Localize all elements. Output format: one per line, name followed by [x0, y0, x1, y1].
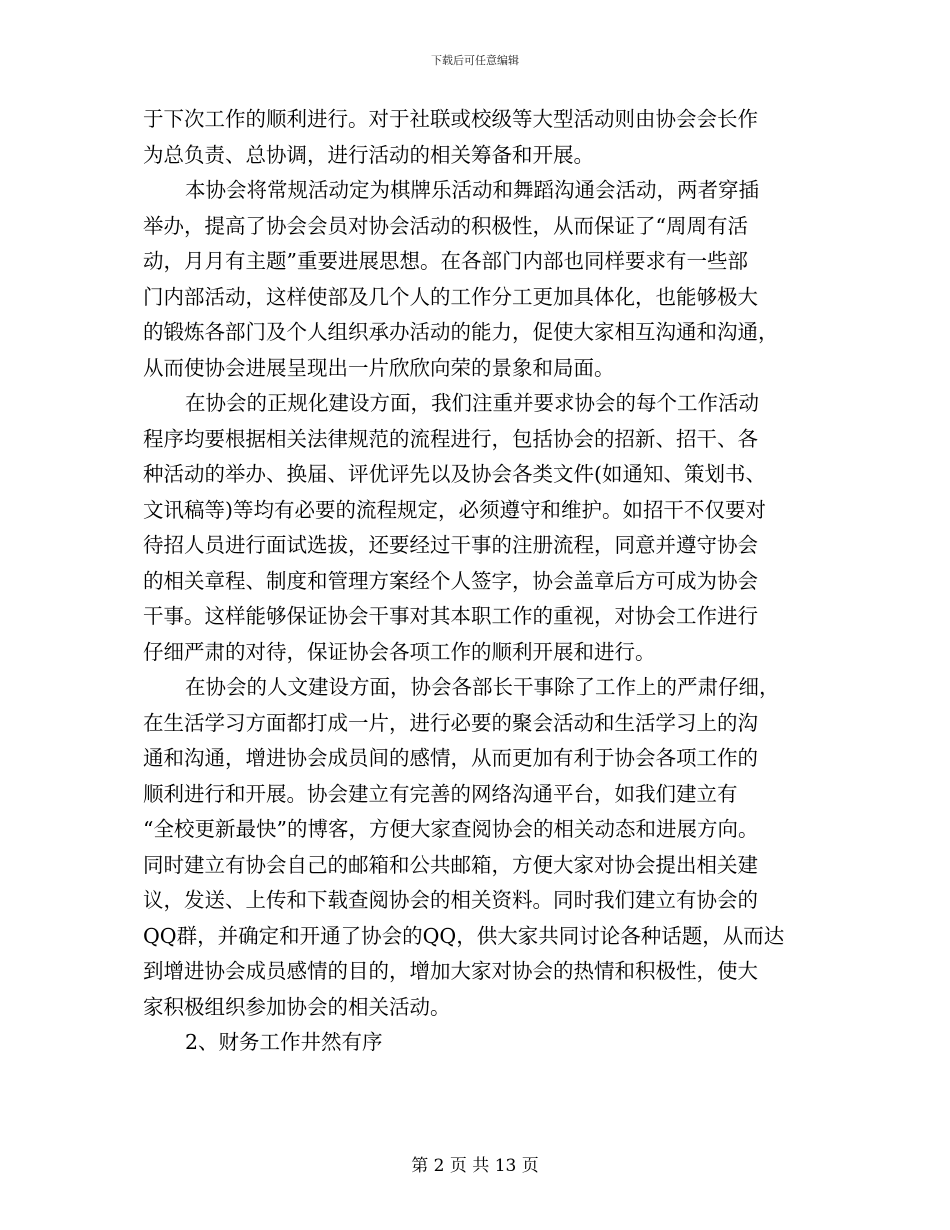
text-line: 的锻炼各部门及个人组织承办活动的能力，促使大家相互沟通和沟通， — [143, 320, 779, 344]
text-line: 仔细严肃的对待，保证协会各项工作的顺利开展和进行。 — [143, 639, 656, 664]
text-line: 于下次工作的顺利进行。对于社联或校级等大型活动则由协会会长作 — [143, 107, 758, 131]
text-line: 在生活学习方面都打成一片，进行必要的聚会活动和生活学习上的沟 — [143, 710, 758, 735]
text-line: 门内部活动，这样使部及几个人的工作分工更加具体化，也能够极大 — [143, 284, 758, 309]
paragraph-start-line: 在协会的人文建设方面，协会各部长干事除了工作上的严肃仔细， — [185, 675, 780, 699]
page-header: 下载后可任意编辑 — [431, 54, 519, 67]
text-line: 文讯稿等)等均有必要的流程规定，必须遵守和维护。如招干不仅要对 — [143, 497, 766, 522]
page-number: 第 2 页 共 13 页 — [411, 1156, 539, 1176]
text-line: 种活动的举办、换届、评优评先以及协会各类文件(如通知、策划书、 — [143, 462, 766, 486]
paragraph-start-line: 本协会将常规活动定为棋牌乐活动和舞蹈沟通会活动，两者穿插 — [185, 178, 759, 202]
text-line: 通和沟通，增进协会成员间的感情，从而更加有利于协会各项工作的 — [143, 746, 758, 770]
text-line: 待招人员进行面试选拔，还要经过干事的注册流程，同意并遵守协会 — [143, 533, 758, 557]
text-line: 到增进协会成员感情的目的，增加大家对协会的热情和积极性，使大 — [143, 959, 758, 983]
text-line: 干事。这样能够保证协会干事对其本职工作的重视，对协会工作进行 — [143, 604, 758, 628]
text-line: 家积极组织参加协会的相关活动。 — [143, 994, 451, 1019]
text-line: QQ群，并确定和开通了协会的QQ，供大家共同讨论各种话题，从而达 — [143, 923, 785, 948]
text-line: 程序均要根据相关法律规范的流程进行，包括协会的招新、招干、各 — [143, 426, 758, 451]
text-line: 举办，提高了协会会员对协会活动的积极性，从而保证了“周周有活 — [143, 213, 748, 238]
text-line: 动，月月有主题”重要进展思想。在各部门内部也同样要求有一些部 — [143, 249, 748, 273]
text-line: 议，发送、上传和下载查阅协会的相关资料。同时我们建立有协会的 — [143, 888, 758, 912]
document-body — [143, 102, 808, 1061]
text-line: 从而使协会进展呈现出一片欣欣向荣的景象和局面。 — [143, 355, 615, 380]
text-line: “全校更新最快”的博客，方便大家查阅协会的相关动态和进展方向。 — [143, 817, 759, 841]
text-line: 顺利进行和开展。协会建立有完善的网络沟通平台，如我们建立有 — [143, 781, 738, 806]
text-line: 同时建立有协会自己的邮箱和公共邮箱，方便大家对协会提出相关建 — [143, 852, 758, 877]
paragraph-start-line: 在协会的正规化建设方面，我们注重并要求协会的每个工作活动 — [185, 391, 759, 415]
text-line: 的相关章程、制度和管理方案经个人签字，协会盖章后方可成为协会 — [143, 568, 758, 593]
section-heading: 2、财务工作井然有序 — [185, 1030, 383, 1054]
text-line: 为总负责、总协调，进行活动的相关筹备和开展。 — [143, 142, 594, 167]
